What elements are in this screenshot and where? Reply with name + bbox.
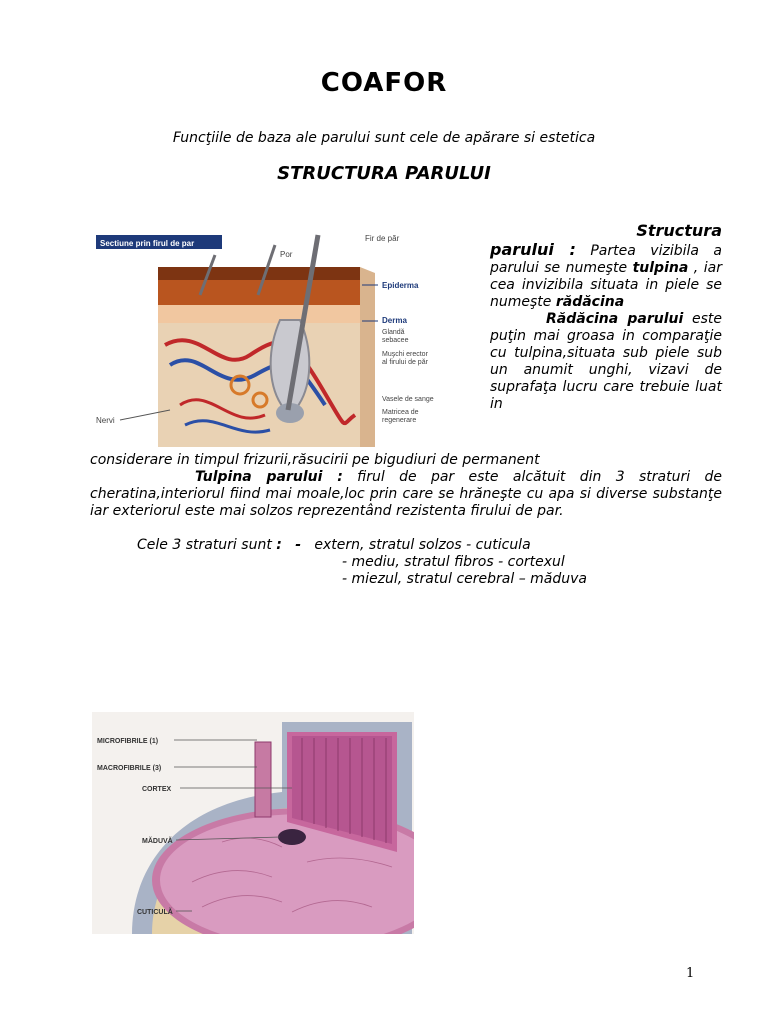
side-bold-radacina-parului: Rădăcina parului — [546, 311, 684, 327]
section-heading: STRUCTURA PARULUI — [277, 163, 491, 184]
body-line-1: considerare in timpul frizurii,răsucirii pe bigudiuri de permanent — [90, 452, 540, 468]
label-cuticula: CUTICULĂ — [137, 909, 173, 916]
side-bold-radacina: rădăcina — [555, 294, 625, 310]
side-text-3: este puţin mai groasa in comparaţie cu tulpina,situata sub piele sub un anumit unghi, vizavi de suprafaţa lucru care trebuie luat in — [490, 311, 722, 412]
subtitle: Funcţiile de baza ale parului sunt cele de apărare si estetica — [172, 130, 596, 146]
body-text: firul de par este alcătuit din 3 straturi de cheratina,interiorul fiind mai moale,loc prin care se hrăneşte cu apa si diverse substanţe iar exteriorul este mai solzos reprezentând rezistenta firului de par. — [90, 469, 722, 519]
page-title: COAFOR — [320, 68, 448, 98]
layer-extern: extern, stratul solzos - cuticula — [314, 537, 531, 553]
label-matricea1: Matricea de — [382, 409, 419, 416]
label-vasele: Vasele de sange — [382, 396, 434, 403]
label-muschi2: al firului de păr — [382, 359, 428, 366]
label-muschi1: Muşchi erector — [382, 351, 428, 358]
side-text-2: , iar cea invizibila situata in piele se numeşte — [490, 260, 722, 310]
label-maduva: MĂDUVĂ — [142, 838, 173, 845]
layer-mediu: - mediu, stratul fibros - cortexul — [342, 554, 565, 570]
layers-intro: Cele 3 straturi sunt — [137, 537, 272, 553]
label-macrofibrile: MACROFIBRILE (3) — [97, 765, 162, 772]
body-paragraph — [90, 452, 722, 520]
label-microfibrile: MICROFIBRILE (1) — [97, 738, 159, 745]
label-por: Por — [280, 250, 293, 259]
layers-list — [90, 537, 722, 588]
side-term-2: parului : — [490, 240, 576, 259]
side-bold-tulpina: tulpina — [632, 260, 689, 276]
label-derma: Derma — [382, 316, 407, 325]
side-text-1: Partea vizibila a parului se numeşte — [490, 243, 723, 276]
body-bold-tulpina: Tulpina parului : — [195, 469, 343, 485]
label-cortex: CORTEX — [142, 786, 172, 793]
side-paragraph — [490, 222, 722, 413]
layer-miezul: - miezul, stratul cerebral – măduva — [342, 571, 588, 587]
page-number: 1 — [686, 966, 695, 981]
label-glanda: Glandă — [382, 329, 405, 336]
label-section: Sectiune prin firul de par — [100, 239, 195, 248]
label-fir: Fir de păr — [365, 234, 400, 243]
side-term-1: Structura — [636, 221, 722, 240]
layers-dash: - — [295, 537, 302, 553]
label-nervi: Nervi — [96, 416, 115, 425]
label-sebacee: sebacee — [382, 337, 409, 344]
label-epiderma: Epiderma — [382, 281, 419, 290]
layers-colon: : — [276, 537, 282, 553]
label-matricea2: regenerare — [382, 417, 417, 424]
hair-shaft-structure-figure — [92, 712, 414, 934]
hair-skin-cross-section-figure — [90, 225, 480, 447]
